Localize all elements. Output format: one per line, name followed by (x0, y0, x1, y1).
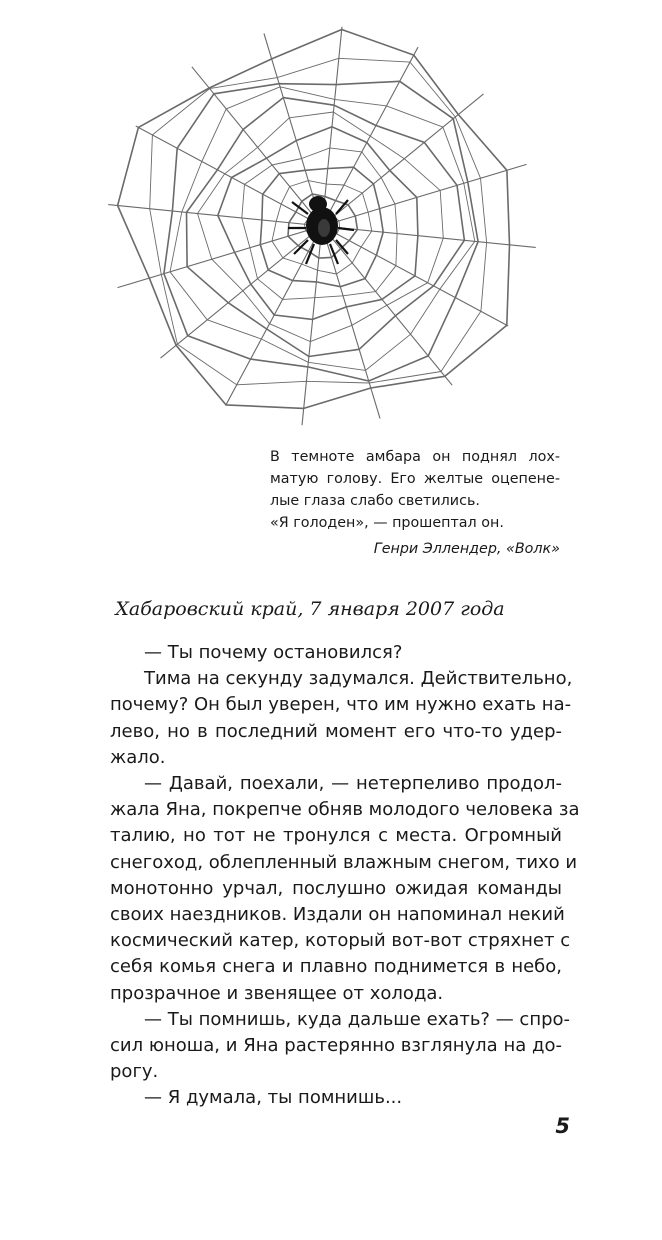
epigraph-line: лые глаза слабо светились. (270, 493, 480, 509)
web-spoke (302, 226, 322, 425)
epigraph-line: матую голову. Его желтые оцепене- (270, 471, 560, 487)
body-text (110, 640, 580, 1112)
text-line: — Давай, поехали, — нетерпеливо продол- (144, 773, 562, 795)
text-line: — Я думала, ты помнишь... (144, 1087, 403, 1109)
web-spoke (322, 47, 418, 226)
text-line: Тима на секунду задумался. Действительно, (144, 668, 573, 690)
epigraph-author: Генри Эллендер, «Волк» (373, 541, 560, 557)
epigraph-line: «Я голоден», — прошептал он. (270, 515, 504, 531)
text-line: прозрачное и звенящее от холода. (110, 982, 444, 1004)
text-line: сил юноша, и Яна растерянно взглянула на до- (110, 1035, 562, 1057)
web-spoke (117, 226, 322, 288)
text-line: лево, но в последний момент его что-то удер- (110, 720, 562, 742)
text-line: жало. (110, 746, 166, 768)
text-line: своих наездников. Издали он напоминал некий (110, 904, 565, 926)
epigraph (270, 446, 560, 560)
web-spoke (192, 67, 322, 226)
text-line: снегоход, облепленный влажным снегом, тихо и (110, 851, 578, 873)
text-line: почему? Он был уверен, что им нужно ехать на- (110, 694, 572, 716)
spider-web-illustration (92, 14, 572, 434)
page-number: 5 (555, 1114, 570, 1138)
text-line: монотонно урчал, послушно ожидая команды (110, 877, 562, 899)
text-line: жала Яна, покрепче обняв молодого человека за (110, 799, 580, 821)
web-spoke (322, 226, 380, 419)
text-line: — Ты почему остановился? (144, 642, 403, 663)
text-line: космический катер, который вот-вот стряхнет с (110, 930, 571, 952)
text-line: талию, но тот не тронулся с места. Огромный (110, 825, 562, 847)
web-spoke (264, 33, 322, 226)
text-line: себя комья снега и плавно поднимется в небо, (110, 956, 562, 978)
text-line: — Ты помнишь, куда дальше ехать? — спро- (144, 1008, 571, 1030)
text-line: рогу. (110, 1061, 159, 1083)
epigraph-line: В темноте амбара он поднял лох- (270, 449, 560, 465)
chapter-heading: Хабаровский край, 7 января 2007 года (115, 598, 505, 620)
web-spoke (108, 205, 322, 226)
web-spoke (322, 164, 527, 226)
